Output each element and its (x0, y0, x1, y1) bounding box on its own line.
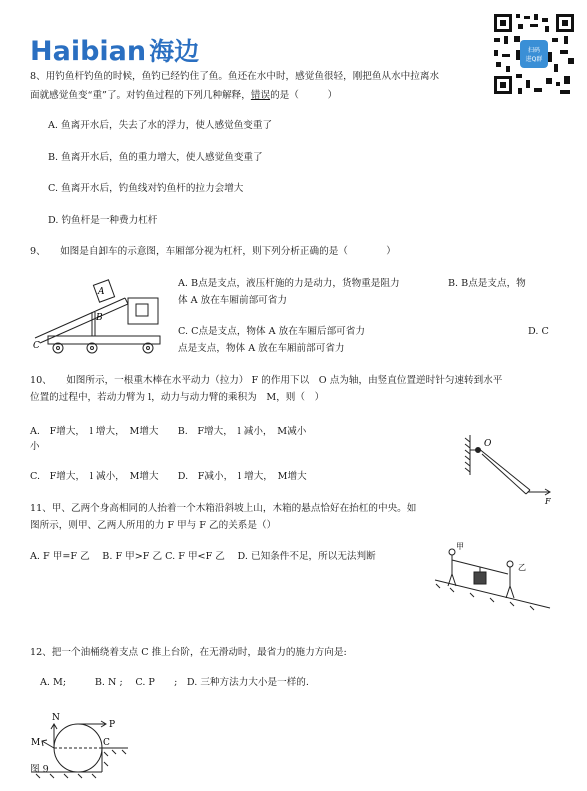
q11-label-yi: 乙 (518, 563, 526, 572)
qr-code (490, 10, 578, 98)
q8-stem-line2-end: 的是（ ） (270, 90, 338, 101)
q8-stem-line2 (30, 89, 337, 102)
q11-slope-figure (430, 540, 555, 612)
q10-stem-line1: 10、 如图所示，一根重木棒在水平动力（拉力） F 的作用下以 O 点为轴，由竖直位置逆时针匀速转到水平 (30, 375, 503, 386)
q12-options: A. M; B. N ; C. P ; D. 三种方法力大小是一样的. (40, 677, 309, 688)
qr-caption-line2: 进Q群 (525, 56, 543, 63)
q9-label-a: A (98, 287, 105, 297)
q11-options: A. F 甲=F 乙 B. F 甲>F 乙 C. F 甲<F 乙 D. 已知条件不足，所以无法判断 (30, 551, 376, 562)
q10-label-o: O (484, 439, 492, 449)
qr-caption-line1: 扫码 (527, 47, 541, 54)
q9-option-c: C. C点是支点，物体 A 放在车厢后部可省力 (178, 326, 365, 337)
q8-option-d: D. 钓鱼杆是一种费力杠杆 (48, 215, 158, 226)
q12-figure-caption: 图 9 (30, 764, 49, 775)
q9-option-b-line1: B. B点是支点，物 (448, 278, 526, 289)
q11-stem-line1: 11、甲、乙两个身高相同的人抬着一个木箱沿斜坡上山，木箱的悬点恰好在抬杠的中央。如 (30, 503, 417, 514)
q10-options-cd: C. F增大， l 减小， M增大 D. F减小， l 增大， M增大 (30, 471, 307, 482)
q12-label-n: N (52, 713, 60, 723)
q9-label-c: C (33, 341, 40, 351)
q10-lever-figure (462, 430, 557, 505)
q11-stem-line2: 图所示，则甲、乙两人所用的力 F 甲与 F 乙的关系是（） (30, 520, 277, 531)
q8-stem-line2-text: 面就感觉鱼变“重”了。对钓鱼过程的下列几种解释， (30, 90, 251, 101)
q8-emphasis: 错误 (250, 90, 271, 101)
q9-dump-truck-figure (30, 268, 180, 358)
q8-stem-line1: 8、用钓鱼杆钓鱼的时候，鱼钓已经钓住了鱼。鱼还在水中时，感觉鱼很轻，刚把鱼从水中拉离水 (30, 71, 440, 82)
q11-label-jia: 甲 (456, 542, 464, 551)
q12-label-p: P (109, 720, 116, 730)
q8-option-b: B. 鱼离开水后，鱼的重力增大，使人感觉鱼变重了 (48, 152, 263, 163)
logo-cn: 海边 (149, 37, 200, 66)
q9-option-d-line1: D. C (528, 326, 549, 337)
q9-option-d-line2: 点是支点，物体 A 放在车厢前部可省力 (178, 343, 345, 354)
q10-options-ab-wrap: 小 (30, 441, 40, 452)
logo-text: Haibian (30, 36, 147, 67)
brand-logo (30, 32, 199, 68)
q10-label-f: F (545, 497, 551, 505)
q9-stem: 9、 如图是自卸车的示意图，车厢部分视为杠杆，则下列分析正确的是（ ） (30, 246, 396, 257)
q8-option-c: C. 鱼离开水后，钓鱼线对钓鱼杆的拉力会增大 (48, 183, 244, 194)
q10-stem-line2: 位置的过程中，若动力臂为 l，动力与动力臂的乘积为 M，则（ ） (30, 392, 325, 403)
q12-stem: 12、把一个油桶绕着支点 C 推上台阶，在无滑动时，最省力的施力方向是: (30, 647, 347, 658)
q12-label-m: M (31, 738, 41, 748)
q9-option-a-line2: 体 A 放在车厢前部可省力 (178, 295, 287, 306)
q9-option-a-line1: A. B点是支点，液压杆施的力是动力，货物重是阻力 (178, 278, 400, 289)
q10-options-ab: A. F增大， l 增大， M增大 B. F增大， l 减小， M减小 (30, 426, 307, 437)
q8-option-a: A. 鱼离开水后，失去了水的浮力，使人感觉鱼变重了 (48, 120, 273, 131)
q9-label-b: B (96, 313, 103, 323)
q12-label-c: C (103, 738, 110, 748)
